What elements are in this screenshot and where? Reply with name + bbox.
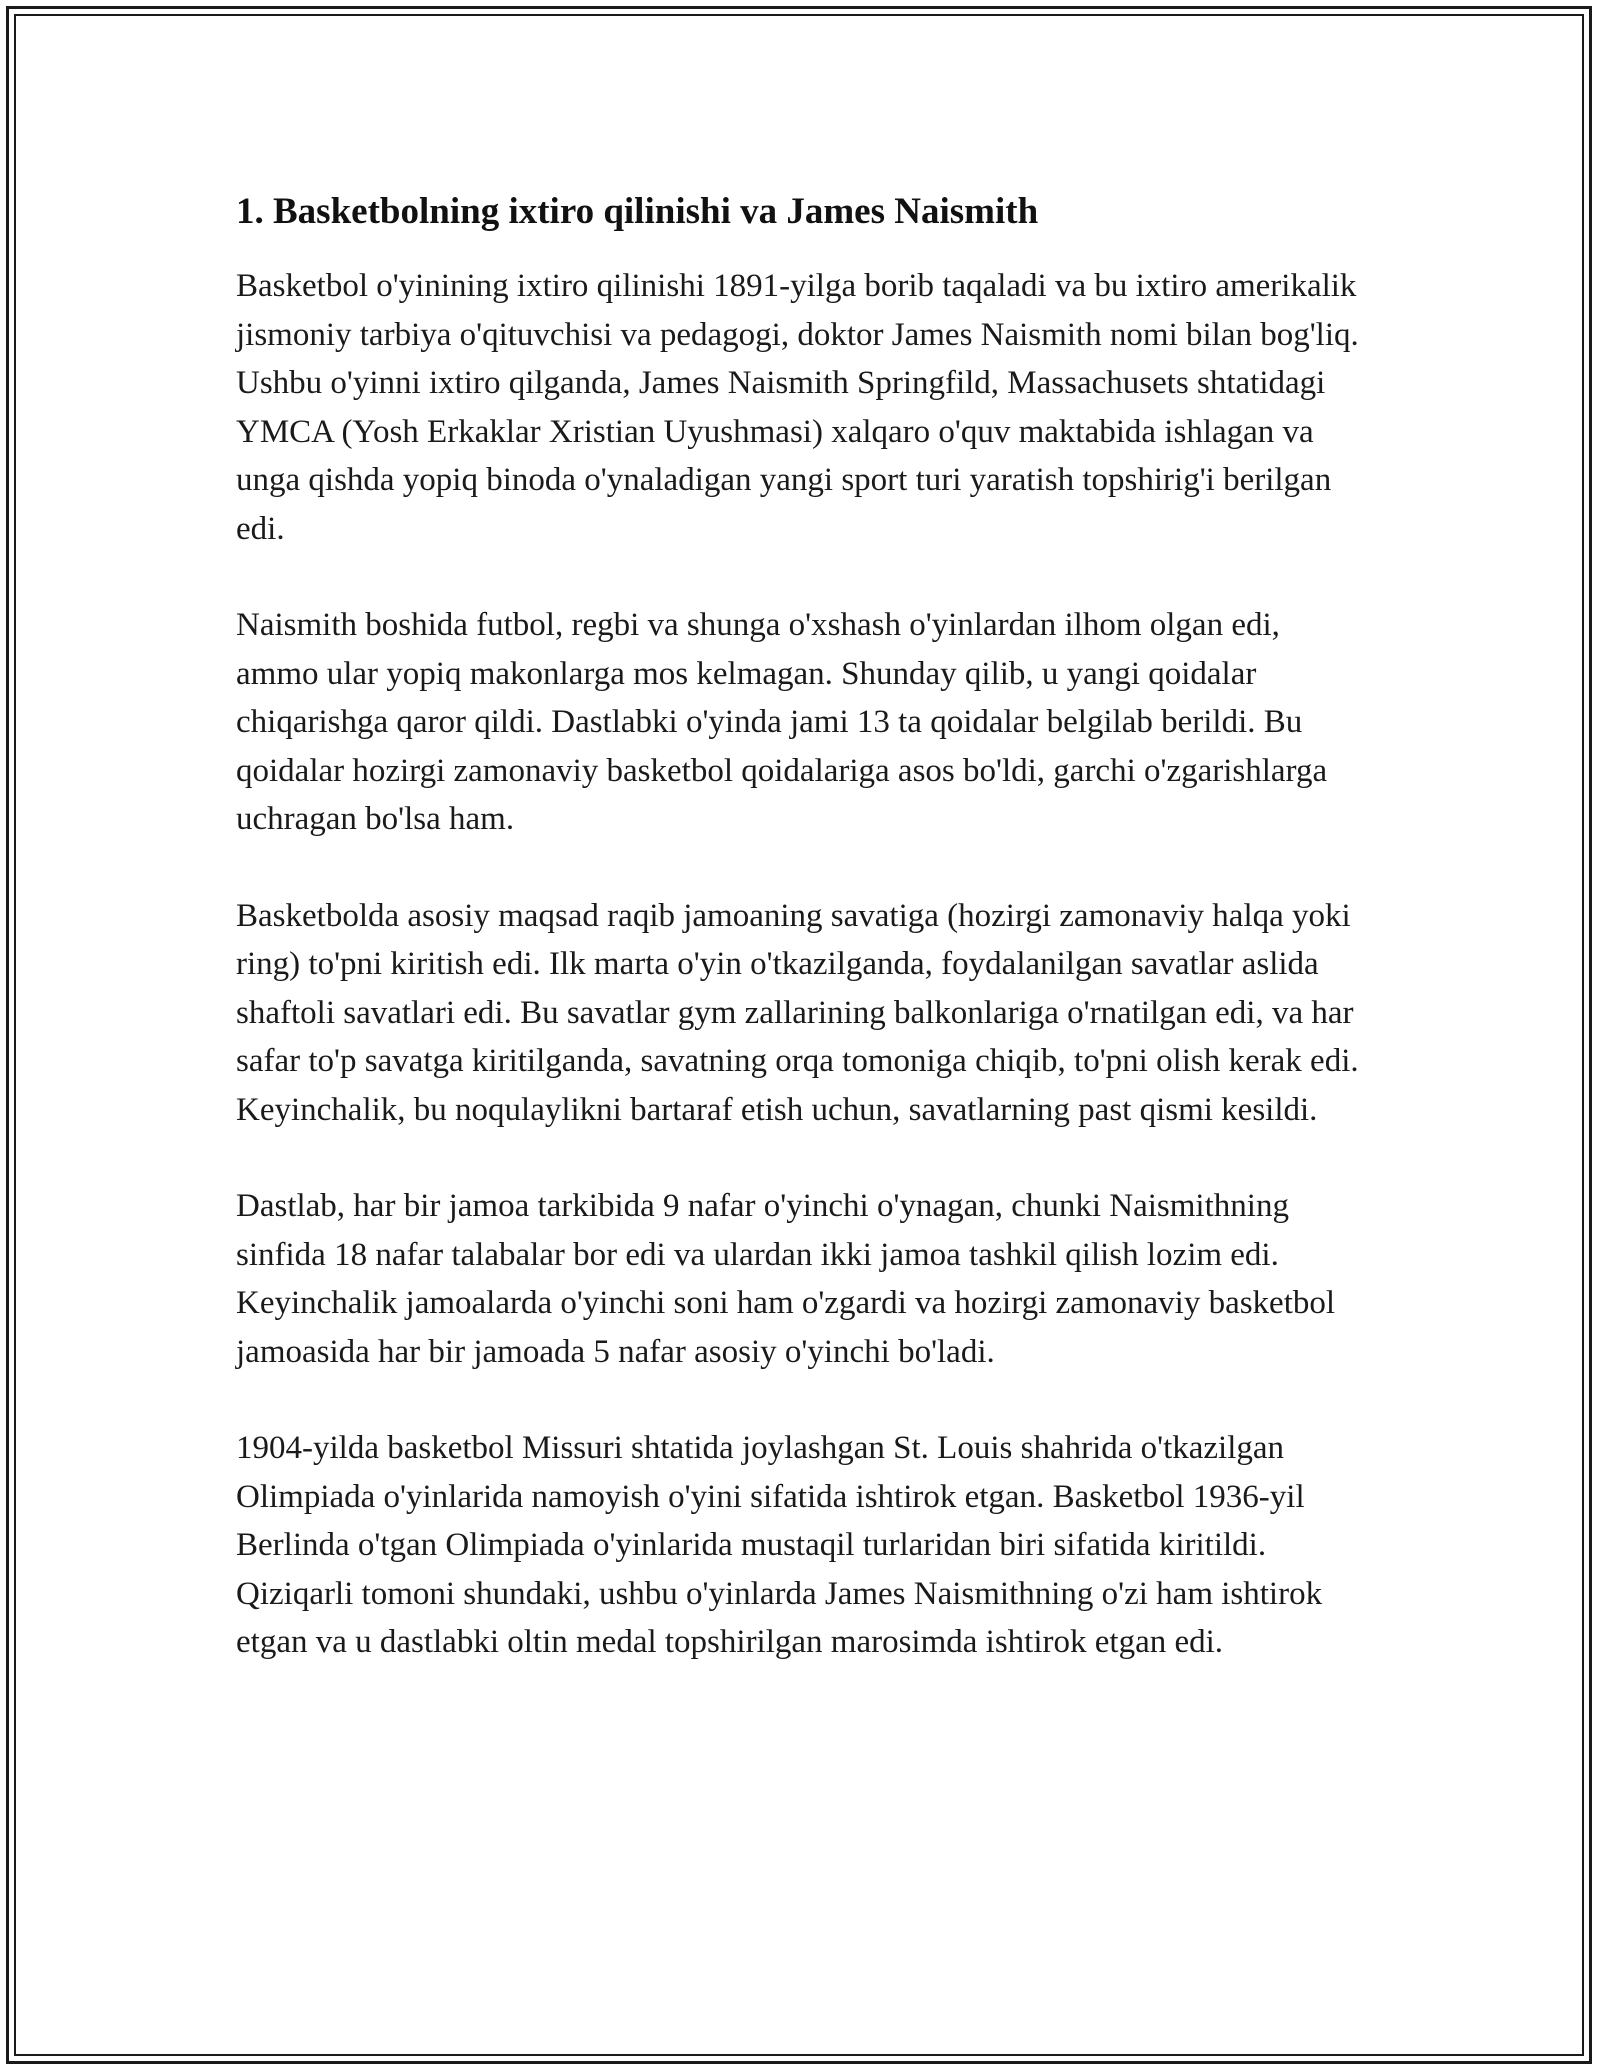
document-body [236, 188, 1366, 1715]
paragraph-rules: Naismith boshida futbol, regbi va shunga o'xshash o'yinlardan ilhom olgan edi, ammo ular yopiq makonlarga mos kelmagan. Shunday qilib, u yangi qoidalar chiqarishga qaror qildi. Dastlabki o'yinda jami 13 ta qoidalar belgilab berildi. Bu qoidalar hozirgi zamonaviy basketbol qoidalariga asos bo'ldi, garchi o'zgarishlarga uchragan bo'lsa ham. [236, 607, 1328, 837]
paragraph-players: Dastlab, har bir jamoa tarkibida 9 nafar o'yinchi o'ynagan, chunki Naismithning sinfida 18 nafar talabalar bor edi va ulardan ikki jamoa tashkil qilish lozim edi. Keyinchalik jamoalarda o'yinchi soni ham o'zgardi va hozirgi zamonaviy basketbol jamoasida har bir jamoada 5 nafar asosiy o'yinchi bo'ladi. [236, 1188, 1336, 1370]
paragraph-invention: Basketbol o'yinining ixtiro qilinishi 1891-yilga borib taqaladi va bu ixtiro amerikalik jismoniy tarbiya o'qituvchisi va pedagogi, doktor James Naismith nomi bilan bog'liq. Ushbu o'yinni ixtiro qilganda, James Naismith Springfild, Massachusets shtatidagi YMCA (Yosh Erkaklar Xristian Uyushmasi) xalqaro o'quv maktabida ishlagan va unga qishda yopiq binoda o'ynaladigan yangi sport turi yaratish topshirig'i berilgan edi. [236, 268, 1359, 547]
section-heading: 1. Basketbolning ixtiro qilinishi va James Naismith [236, 191, 1039, 232]
paragraph-olympics: 1904-yilda basketbol Missuri shtatida joylashgan St. Louis shahrida o'tkazilgan Olimpiada o'yinlarida namoyish o'yini sifatida ishtirok etgan. Basketbol 1936-yil Berlinda o'tgan Olimpiada o'yinlarida mustaqil turlaridan biri sifatida kiritildi. Qiziqarli tomoni shundaki, ushbu o'yinlarda James Naismithning o'zi ham ishtirok etgan va u dastlabki oltin medal topshirilgan marosimda ishtirok etgan edi. [236, 1430, 1323, 1660]
paragraph-baskets: Basketbolda asosiy maqsad raqib jamoaning savatiga (hozirgi zamonaviy halqa yoki ring) to'pni kiritish edi. Ilk marta o'yin o'tkazilganda, foydalanilgan savatlar aslida shaftoli savatlari edi. Bu savatlar gym zallarining balkonlariga o'rnatilgan edi, va har safar to'p savatga kiritilganda, savatning orqa tomoniga chiqib, to'pni olish kerak edi. Keyinchalik, bu noqulaylikni bartaraf etish uchun, savatlarning past qismi kesildi. [236, 897, 1359, 1128]
